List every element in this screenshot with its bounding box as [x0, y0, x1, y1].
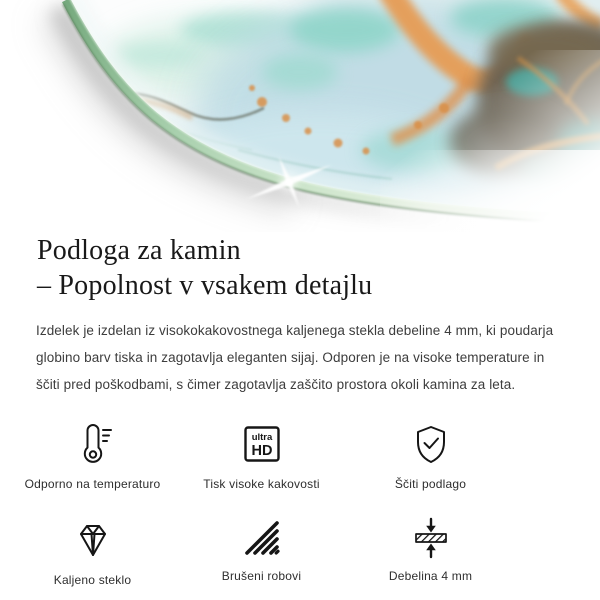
product-description: Izdelek je izdelan iz visokokakovostnega kaljenega stekla debeline 4 mm, ki poudarja globino barv tiska in zagotavlja eleganten sijaj. Odporen je na visoke temperature in ščiti pred poškodbami, s čimer zagotavlja zaščito prostora okoli kamina za leta.: [36, 323, 554, 392]
svg-text:ultra: ultra: [251, 432, 272, 443]
feature-polished-edges: [177, 515, 346, 587]
feature-protects-surface: [346, 419, 515, 491]
page-title-line2: – Popolnost v vsakem detajlu: [37, 270, 373, 301]
ultra-hd-icon: [242, 419, 282, 469]
page-title: [0, 233, 600, 303]
feature-label: Ščiti podlago: [394, 477, 467, 491]
feature-temperature-resistant: [8, 419, 177, 491]
page-title-line1: Podloga za kamin: [37, 235, 241, 266]
thickness-icon: [411, 515, 451, 561]
polished-edges-icon: [244, 515, 280, 561]
teal-patch: [290, 8, 400, 52]
feature-grid: [8, 419, 516, 587]
product-photo: [0, 0, 600, 232]
feature-print-quality: [177, 419, 346, 491]
feature-label: Brušeni robovi: [221, 569, 302, 583]
feature-label: Odporno na temperaturo: [24, 477, 161, 491]
feature-tempered-glass: [8, 515, 177, 587]
feature-label: Kaljeno steklo: [53, 573, 132, 587]
glass-pad-image: [0, 0, 600, 232]
diamond-icon: [73, 515, 113, 565]
shield-check-icon: [410, 419, 452, 469]
feature-label: Debelina 4 mm: [388, 569, 473, 583]
feature-thickness: [346, 515, 515, 587]
thermometer-icon: [70, 419, 116, 469]
product-description-section: [0, 230, 600, 587]
feature-label: Tisk visoke kakovosti: [203, 477, 320, 491]
svg-text:HD: HD: [251, 443, 272, 459]
